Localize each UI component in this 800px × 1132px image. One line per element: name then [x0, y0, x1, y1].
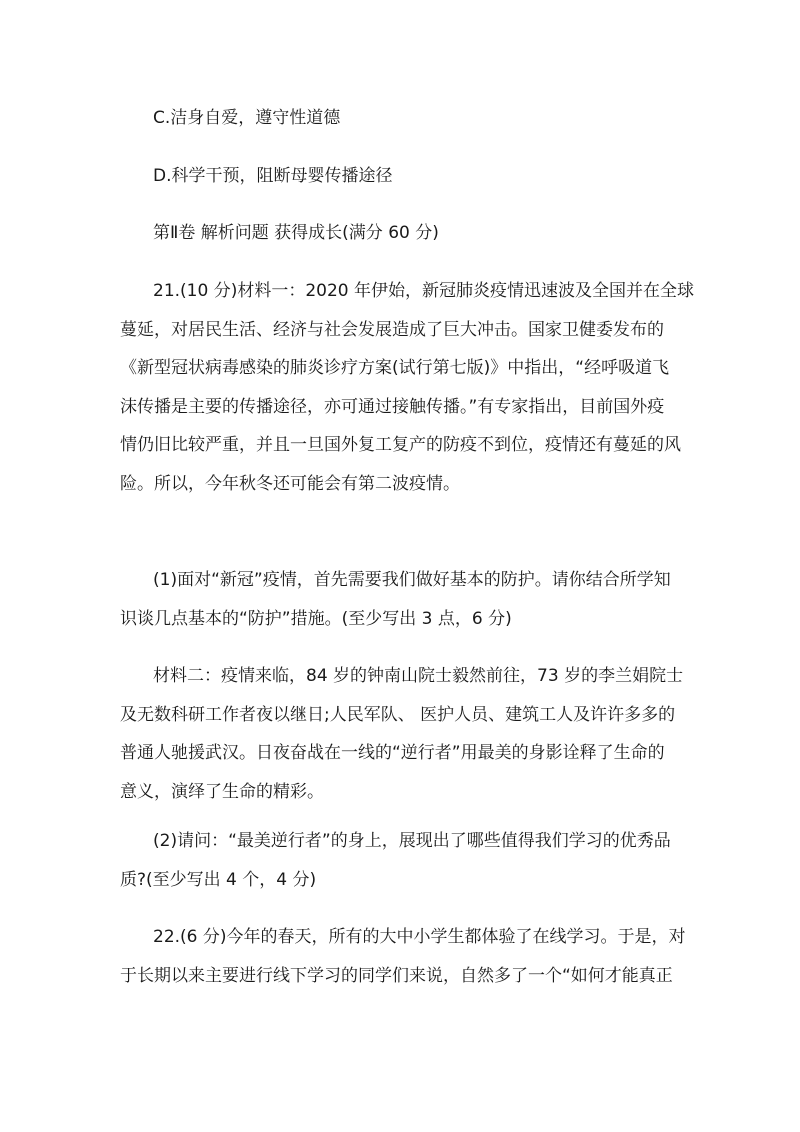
text-line: 质?(至少写出 4 个，4 分)	[120, 869, 317, 890]
section-title-text: 第Ⅱ卷 解析问题 获得成长(满分 60 分)	[153, 223, 439, 243]
text-line: 21.(10 分)材料一：2020 年伊始，新冠肺炎疫情迅速波及全国并在全球	[153, 281, 695, 301]
text-line: 普通人驰援武汉。日夜奋战在一线的“逆行者”用最美的身影诠释了生命的	[120, 743, 665, 763]
text-line: 沫传播是主要的传播途径，亦可通过接触传播。”有专家指出，目前国外疫	[120, 396, 665, 417]
question-21-material-2	[120, 657, 684, 811]
option-c-text: C.洁身自爱，遵守性道德	[153, 108, 341, 128]
text-line: 蔓延，对居民生活、经济与社会发展造成了巨大冲击。国家卫健委发布的	[120, 319, 664, 340]
question-21-sub-2	[120, 822, 680, 899]
text-line: 识谈几点基本的“防护”措施。(至少写出 3 点，6 分)	[120, 608, 512, 629]
text-line: (1)面对“新冠”疫情，首先需要我们做好基本的防护。请你结合所学知	[153, 570, 671, 590]
question-21-material-1	[120, 272, 695, 503]
question-22	[120, 918, 686, 995]
option-d-text: D.科学干预，阻断母婴传播途径	[153, 166, 393, 186]
text-line: 及无数科研工作者夜以继日;人民军队、 医护人员、建筑工人及许许多多的	[120, 704, 676, 725]
question-21-sub-1	[120, 561, 680, 638]
option-d	[120, 157, 680, 196]
text-line: 《新型冠状病毒感染的肺炎诊疗方案(试行第七版)》中指出，“经呼吸道飞	[120, 358, 670, 378]
text-line: 22.(6 分)今年的春天，所有的大中小学生都体验了在线学习。于是，对	[153, 927, 686, 947]
text-line: 材料二：疫情来临，84 岁的钟南山院士毅然前往，73 岁的李兰娟院士	[153, 666, 684, 686]
text-line: (2)请问：“最美逆行者”的身上，展现出了哪些值得我们学习的优秀品	[153, 831, 671, 851]
option-c	[120, 99, 680, 138]
section-title	[120, 214, 680, 253]
text-line: 于长期以来主要进行线下学习的同学们来说，自然多了一个“如何才能真正	[120, 965, 673, 986]
text-line: 意义，演绎了生命的精彩。	[120, 781, 324, 802]
text-line: 险。所以，今年秋冬还可能会有第二波疫情。	[120, 473, 460, 494]
text-line: 情仍旧比较严重，并且一旦国外复工复产的防疫不到位，疫情还有蔓延的风	[120, 435, 681, 455]
